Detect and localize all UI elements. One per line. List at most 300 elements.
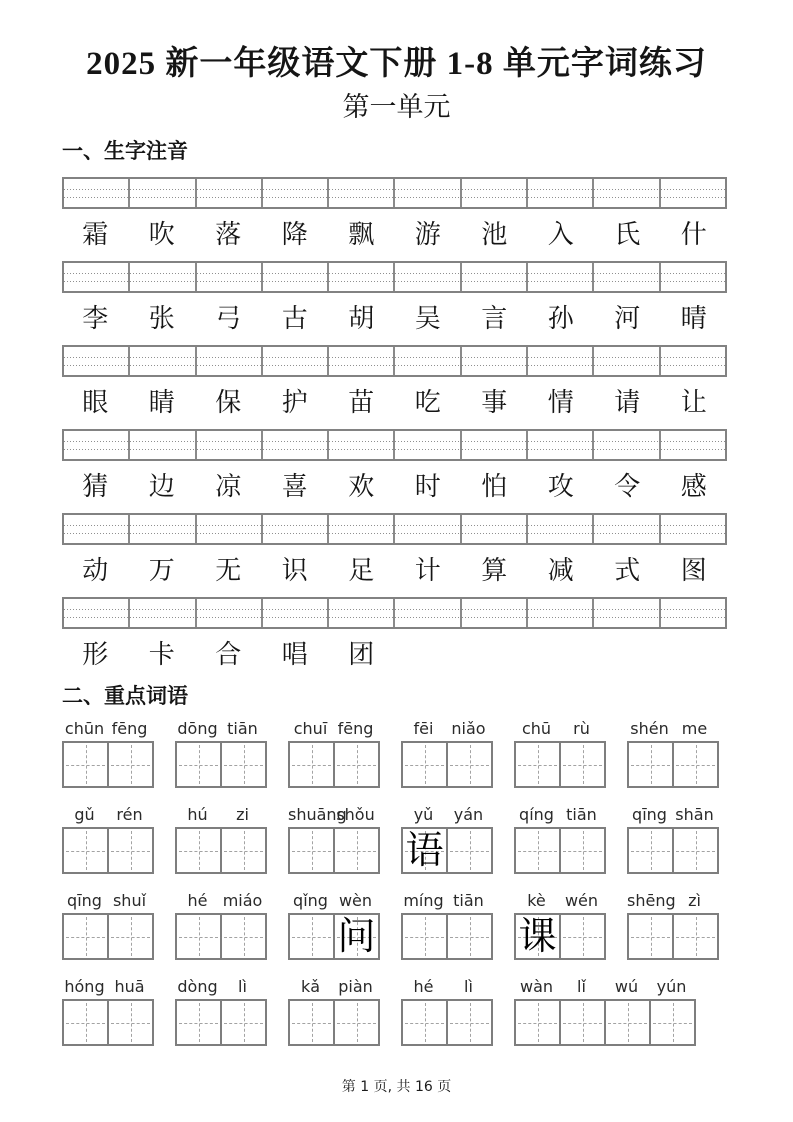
pinyin-grid-cell — [462, 431, 528, 459]
pinyin-label — [288, 719, 380, 741]
writing-boxes — [62, 741, 154, 788]
tianzige-box — [401, 913, 448, 960]
pinyin-label — [288, 805, 380, 827]
pinyin-grid-cell — [130, 599, 196, 627]
character: 猜 — [82, 472, 109, 501]
pinyin-syllable: yán — [453, 805, 484, 824]
writing-boxes — [401, 741, 493, 788]
writing-boxes — [288, 741, 380, 788]
character: 攻 — [547, 472, 574, 501]
writing-boxes — [514, 913, 606, 960]
pinyin-syllable: dōng — [177, 719, 218, 738]
character: 晴 — [680, 304, 707, 333]
character: 足 — [348, 556, 375, 585]
character: 合 — [215, 640, 242, 669]
character: 河 — [614, 304, 641, 333]
word-group — [62, 977, 154, 1046]
writing-boxes — [514, 999, 696, 1046]
pinyin-grid-cell — [329, 599, 395, 627]
character: 情 — [547, 388, 574, 417]
character: 无 — [215, 556, 242, 585]
writing-boxes — [175, 999, 267, 1046]
pinyin-grid-cell — [329, 515, 395, 543]
tianzige-box — [175, 827, 222, 874]
pinyin-grid-cell — [462, 347, 528, 375]
character: 欢 — [348, 472, 375, 501]
character: 计 — [414, 556, 441, 585]
character-row — [62, 209, 727, 261]
character: 形 — [82, 640, 109, 669]
writing-boxes — [288, 999, 380, 1046]
pinyin-label — [175, 805, 267, 827]
pinyin-grid-cell — [130, 263, 196, 291]
pinyin-grid-cell — [130, 515, 196, 543]
writing-boxes — [401, 913, 493, 960]
tianzige-box — [559, 999, 606, 1046]
tianzige-box — [220, 913, 267, 960]
character: 飘 — [348, 220, 375, 249]
pinyin-grid-cell — [64, 263, 130, 291]
word-group-row — [62, 719, 727, 788]
character: 算 — [481, 556, 508, 585]
pinyin-syllable: wú — [614, 977, 639, 996]
pinyin-label — [401, 719, 493, 741]
word-group — [288, 891, 380, 960]
character: 保 — [215, 388, 242, 417]
pinyin-grid-cell — [329, 431, 395, 459]
word-group — [288, 805, 380, 874]
pinyin-grid-cell — [263, 263, 329, 291]
pinyin-syllable: zi — [236, 805, 249, 824]
pinyin-grid-cell — [462, 263, 528, 291]
pinyin-grid-cell — [395, 263, 461, 291]
character: 团 — [348, 640, 375, 669]
pinyin-grid-cell — [64, 515, 130, 543]
word-group — [288, 719, 380, 788]
word-group-row — [62, 891, 727, 960]
pinyin-syllable: wàn — [519, 977, 554, 996]
pinyin-grid-cell — [528, 347, 594, 375]
pinyin-grid-cell — [661, 515, 725, 543]
page-title: 2025 新一年级语文下册 1-8 单元字词练习 — [86, 46, 707, 82]
pinyin-syllable: chūn — [64, 719, 105, 738]
pinyin-syllable: gǔ — [74, 805, 95, 824]
tianzige-box — [401, 999, 448, 1046]
writing-boxes — [401, 827, 493, 874]
pinyin-syllable: rù — [573, 719, 590, 738]
tianzige-box — [672, 741, 719, 788]
pinyin-label — [401, 977, 493, 999]
pinyin-grid-cell — [197, 263, 263, 291]
pinyin-syllable: qíng — [519, 805, 554, 824]
character-row — [62, 629, 727, 681]
pinyin-grid-cell — [395, 347, 461, 375]
pinyin-grid-cell — [329, 263, 395, 291]
pinyin-label — [288, 891, 380, 913]
pinyin-label — [62, 977, 154, 999]
unit-subtitle: 第一单元 — [342, 92, 451, 123]
pinyin-practice-row — [62, 513, 727, 597]
pinyin-syllable: yǔ — [413, 805, 434, 824]
character: 眼 — [82, 388, 109, 417]
character: 游 — [414, 220, 441, 249]
pinyin-syllable: tiān — [453, 891, 484, 910]
pinyin-grid-cell — [528, 263, 594, 291]
character: 护 — [281, 388, 308, 417]
pinyin-syllable: dòng — [177, 977, 218, 996]
pinyin-syllable: wèn — [338, 891, 373, 910]
pinyin-syllable: kè — [527, 891, 546, 910]
pinyin-practice-row — [62, 345, 727, 429]
pinyin-syllable: tiān — [227, 719, 258, 738]
pinyin-practice-row — [62, 429, 727, 513]
character: 让 — [680, 388, 707, 417]
pinyin-label — [175, 977, 267, 999]
pinyin-grid-cell — [64, 431, 130, 459]
four-line-pinyin-grid — [62, 597, 727, 629]
writing-boxes — [62, 999, 154, 1046]
tianzige-box — [514, 827, 561, 874]
tianzige-box — [175, 741, 222, 788]
prefilled-character: 问 — [337, 915, 376, 958]
word-group — [627, 891, 719, 960]
prefilled-character: 语 — [405, 829, 444, 872]
tianzige-box — [107, 827, 154, 874]
pinyin-grid-cell — [528, 431, 594, 459]
pinyin-grid-cell — [64, 179, 130, 207]
tianzige-box — [559, 827, 606, 874]
writing-boxes — [175, 741, 267, 788]
character: 吃 — [414, 388, 441, 417]
pinyin-syllable: fēi — [413, 719, 434, 738]
character: 落 — [215, 220, 242, 249]
pinyin-syllable: niǎo — [451, 719, 486, 738]
pinyin-syllable: qīng — [632, 805, 667, 824]
character: 怕 — [481, 472, 508, 501]
pinyin-grid-cell — [329, 179, 395, 207]
tianzige-box — [62, 827, 109, 874]
word-group-row — [62, 977, 727, 1046]
tianzige-box — [559, 913, 606, 960]
pinyin-syllable: qīng — [67, 891, 102, 910]
pinyin-grid-cell — [661, 599, 725, 627]
character: 唱 — [281, 640, 308, 669]
pinyin-label — [514, 805, 606, 827]
pinyin-grid-cell — [329, 347, 395, 375]
tianzige-box — [288, 827, 335, 874]
pinyin-grid-cell — [661, 347, 725, 375]
writing-boxes — [288, 827, 380, 874]
tianzige-box — [220, 741, 267, 788]
pinyin-grid-cell — [130, 347, 196, 375]
pinyin-syllable: tiān — [566, 805, 597, 824]
pinyin-grid-cell — [130, 179, 196, 207]
pinyin-syllable: shuǐ — [112, 891, 147, 910]
word-group — [62, 719, 154, 788]
pinyin-grid-cell — [594, 431, 660, 459]
pinyin-grid-cell — [64, 599, 130, 627]
tianzige-box — [604, 999, 651, 1046]
pinyin-syllable: shén — [630, 719, 669, 738]
pinyin-syllable: hé — [187, 891, 208, 910]
word-group — [627, 719, 719, 788]
four-line-pinyin-grid — [62, 513, 727, 545]
tianzige-box — [220, 999, 267, 1046]
pinyin-label — [288, 977, 380, 999]
pinyin-syllable: míng — [403, 891, 444, 910]
section1-pinyin-annotation — [62, 177, 727, 681]
tianzige-box — [333, 741, 380, 788]
character: 霜 — [82, 220, 109, 249]
character-row — [62, 293, 727, 345]
tianzige-box — [514, 741, 561, 788]
character: 识 — [281, 556, 308, 585]
tianzige-box — [627, 913, 674, 960]
pinyin-practice-row — [62, 261, 727, 345]
pinyin-syllable: miáo — [222, 891, 263, 910]
tianzige-box — [559, 741, 606, 788]
character: 请 — [614, 388, 641, 417]
pinyin-syllable: yún — [656, 977, 687, 996]
tianzige-box — [672, 827, 719, 874]
tianzige-box — [107, 741, 154, 788]
character: 凉 — [215, 472, 242, 501]
tianzige-box — [288, 741, 335, 788]
pinyin-grid-cell — [395, 179, 461, 207]
four-line-pinyin-grid — [62, 177, 727, 209]
character: 减 — [547, 556, 574, 585]
character: 图 — [680, 556, 707, 585]
tianzige-box — [333, 827, 380, 874]
character: 氏 — [614, 220, 641, 249]
character: 张 — [148, 304, 175, 333]
pinyin-syllable: huā — [114, 977, 145, 996]
pinyin-label — [175, 891, 267, 913]
pinyin-grid-cell — [395, 515, 461, 543]
section2-key-words — [62, 719, 727, 1046]
word-group — [627, 805, 719, 874]
pinyin-grid-cell — [594, 599, 660, 627]
writing-boxes — [62, 827, 154, 874]
pinyin-grid-cell — [263, 431, 329, 459]
pinyin-label — [514, 891, 606, 913]
pinyin-syllable: hú — [187, 805, 208, 824]
tianzige-box — [288, 913, 335, 960]
pinyin-grid-cell — [661, 179, 725, 207]
character: 边 — [148, 472, 175, 501]
four-line-pinyin-grid — [62, 261, 727, 293]
page-number: 第 1 页, 共 16 页 — [341, 1079, 452, 1095]
character: 吴 — [414, 304, 441, 333]
character: 式 — [614, 556, 641, 585]
pinyin-syllable: rén — [116, 805, 143, 824]
character: 感 — [680, 472, 707, 501]
word-group — [175, 977, 267, 1046]
character: 胡 — [348, 304, 375, 333]
four-line-pinyin-grid — [62, 345, 727, 377]
pinyin-label — [627, 891, 719, 913]
tianzige-box — [288, 999, 335, 1046]
tianzige-box — [333, 999, 380, 1046]
tianzige-box — [333, 913, 380, 960]
character: 动 — [82, 556, 109, 585]
pinyin-label — [514, 719, 606, 741]
pinyin-syllable: shuāng — [288, 805, 347, 824]
character: 李 — [82, 304, 109, 333]
character-row — [62, 461, 727, 513]
pinyin-label — [62, 719, 154, 741]
pinyin-label — [401, 891, 493, 913]
pinyin-syllable: hé — [413, 977, 434, 996]
tianzige-box — [401, 741, 448, 788]
pinyin-grid-cell — [395, 599, 461, 627]
pinyin-syllable: shēng — [627, 891, 676, 910]
writing-boxes — [514, 741, 606, 788]
tianzige-box — [62, 913, 109, 960]
pinyin-grid-cell — [263, 347, 329, 375]
tianzige-box — [514, 999, 561, 1046]
pinyin-grid-cell — [462, 179, 528, 207]
writing-boxes — [514, 827, 606, 874]
character: 言 — [481, 304, 508, 333]
pinyin-syllable: lì — [238, 977, 247, 996]
writing-boxes — [175, 827, 267, 874]
word-group — [288, 977, 380, 1046]
pinyin-grid-cell — [197, 599, 263, 627]
pinyin-grid-cell — [462, 515, 528, 543]
character: 事 — [481, 388, 508, 417]
pinyin-label — [401, 805, 493, 827]
pinyin-grid-cell — [661, 431, 725, 459]
character: 睛 — [148, 388, 175, 417]
pinyin-syllable: hóng — [64, 977, 105, 996]
pinyin-grid-cell — [528, 179, 594, 207]
pinyin-syllable: qǐng — [293, 891, 328, 910]
pinyin-grid-cell — [263, 515, 329, 543]
pinyin-grid-cell — [528, 515, 594, 543]
pinyin-practice-row — [62, 597, 727, 681]
pinyin-grid-cell — [197, 515, 263, 543]
tianzige-box — [175, 913, 222, 960]
writing-boxes — [401, 999, 493, 1046]
tianzige-box — [446, 827, 493, 874]
tianzige-box — [220, 827, 267, 874]
pinyin-syllable: shān — [675, 805, 714, 824]
word-group — [514, 891, 606, 960]
pinyin-label — [175, 719, 267, 741]
character: 令 — [614, 472, 641, 501]
word-group — [175, 891, 267, 960]
character: 古 — [281, 304, 308, 333]
section1-heading: 一、生字注音 — [62, 139, 188, 163]
word-group — [175, 805, 267, 874]
pinyin-syllable: fēng — [111, 719, 148, 738]
pinyin-grid-cell — [462, 599, 528, 627]
word-group — [175, 719, 267, 788]
word-group-row — [62, 805, 727, 874]
character: 喜 — [281, 472, 308, 501]
pinyin-syllable: wén — [564, 891, 599, 910]
pinyin-grid-cell — [661, 263, 725, 291]
pinyin-grid-cell — [594, 179, 660, 207]
character: 池 — [481, 220, 508, 249]
character: 弓 — [215, 304, 242, 333]
writing-boxes — [175, 913, 267, 960]
tianzige-box — [401, 827, 448, 874]
pinyin-syllable: piàn — [338, 977, 373, 996]
pinyin-syllable: lǐ — [577, 977, 586, 996]
tianzige-box — [627, 741, 674, 788]
character: 什 — [680, 220, 707, 249]
tianzige-box — [175, 999, 222, 1046]
pinyin-syllable: zì — [688, 891, 701, 910]
word-group — [401, 891, 493, 960]
character-row — [62, 545, 727, 597]
word-group — [62, 805, 154, 874]
writing-boxes — [627, 913, 719, 960]
tianzige-box — [446, 741, 493, 788]
word-group — [401, 805, 493, 874]
pinyin-label — [62, 891, 154, 913]
pinyin-syllable: me — [681, 719, 708, 738]
character-row — [62, 377, 727, 429]
character: 降 — [281, 220, 308, 249]
pinyin-syllable: chuī — [293, 719, 328, 738]
pinyin-practice-row — [62, 177, 727, 261]
tianzige-box — [107, 913, 154, 960]
pinyin-grid-cell — [395, 431, 461, 459]
tianzige-box — [62, 999, 109, 1046]
tianzige-box — [446, 999, 493, 1046]
word-group — [514, 805, 606, 874]
tianzige-box — [446, 913, 493, 960]
pinyin-grid-cell — [197, 179, 263, 207]
tianzige-box — [627, 827, 674, 874]
pinyin-grid-cell — [64, 347, 130, 375]
pinyin-grid-cell — [594, 347, 660, 375]
pinyin-syllable: lì — [464, 977, 473, 996]
character: 卡 — [148, 640, 175, 669]
four-line-pinyin-grid — [62, 429, 727, 461]
word-group — [62, 891, 154, 960]
writing-boxes — [627, 741, 719, 788]
word-group — [514, 719, 606, 788]
pinyin-label — [62, 805, 154, 827]
pinyin-syllable: chū — [521, 719, 552, 738]
pinyin-label — [514, 977, 696, 999]
pinyin-grid-cell — [528, 599, 594, 627]
word-group — [401, 977, 493, 1046]
pinyin-grid-cell — [197, 347, 263, 375]
tianzige-box — [107, 999, 154, 1046]
writing-boxes — [62, 913, 154, 960]
character: 万 — [148, 556, 175, 585]
tianzige-box — [62, 741, 109, 788]
pinyin-grid-cell — [130, 431, 196, 459]
pinyin-grid-cell — [594, 263, 660, 291]
pinyin-syllable: kǎ — [300, 977, 321, 996]
pinyin-grid-cell — [197, 431, 263, 459]
tianzige-box — [649, 999, 696, 1046]
page-content — [62, 138, 727, 1046]
pinyin-syllable: fēng — [337, 719, 374, 738]
pinyin-grid-cell — [594, 515, 660, 543]
writing-boxes — [288, 913, 380, 960]
writing-boxes — [627, 827, 719, 874]
pinyin-grid-cell — [263, 179, 329, 207]
word-group — [401, 719, 493, 788]
tianzige-box — [514, 913, 561, 960]
